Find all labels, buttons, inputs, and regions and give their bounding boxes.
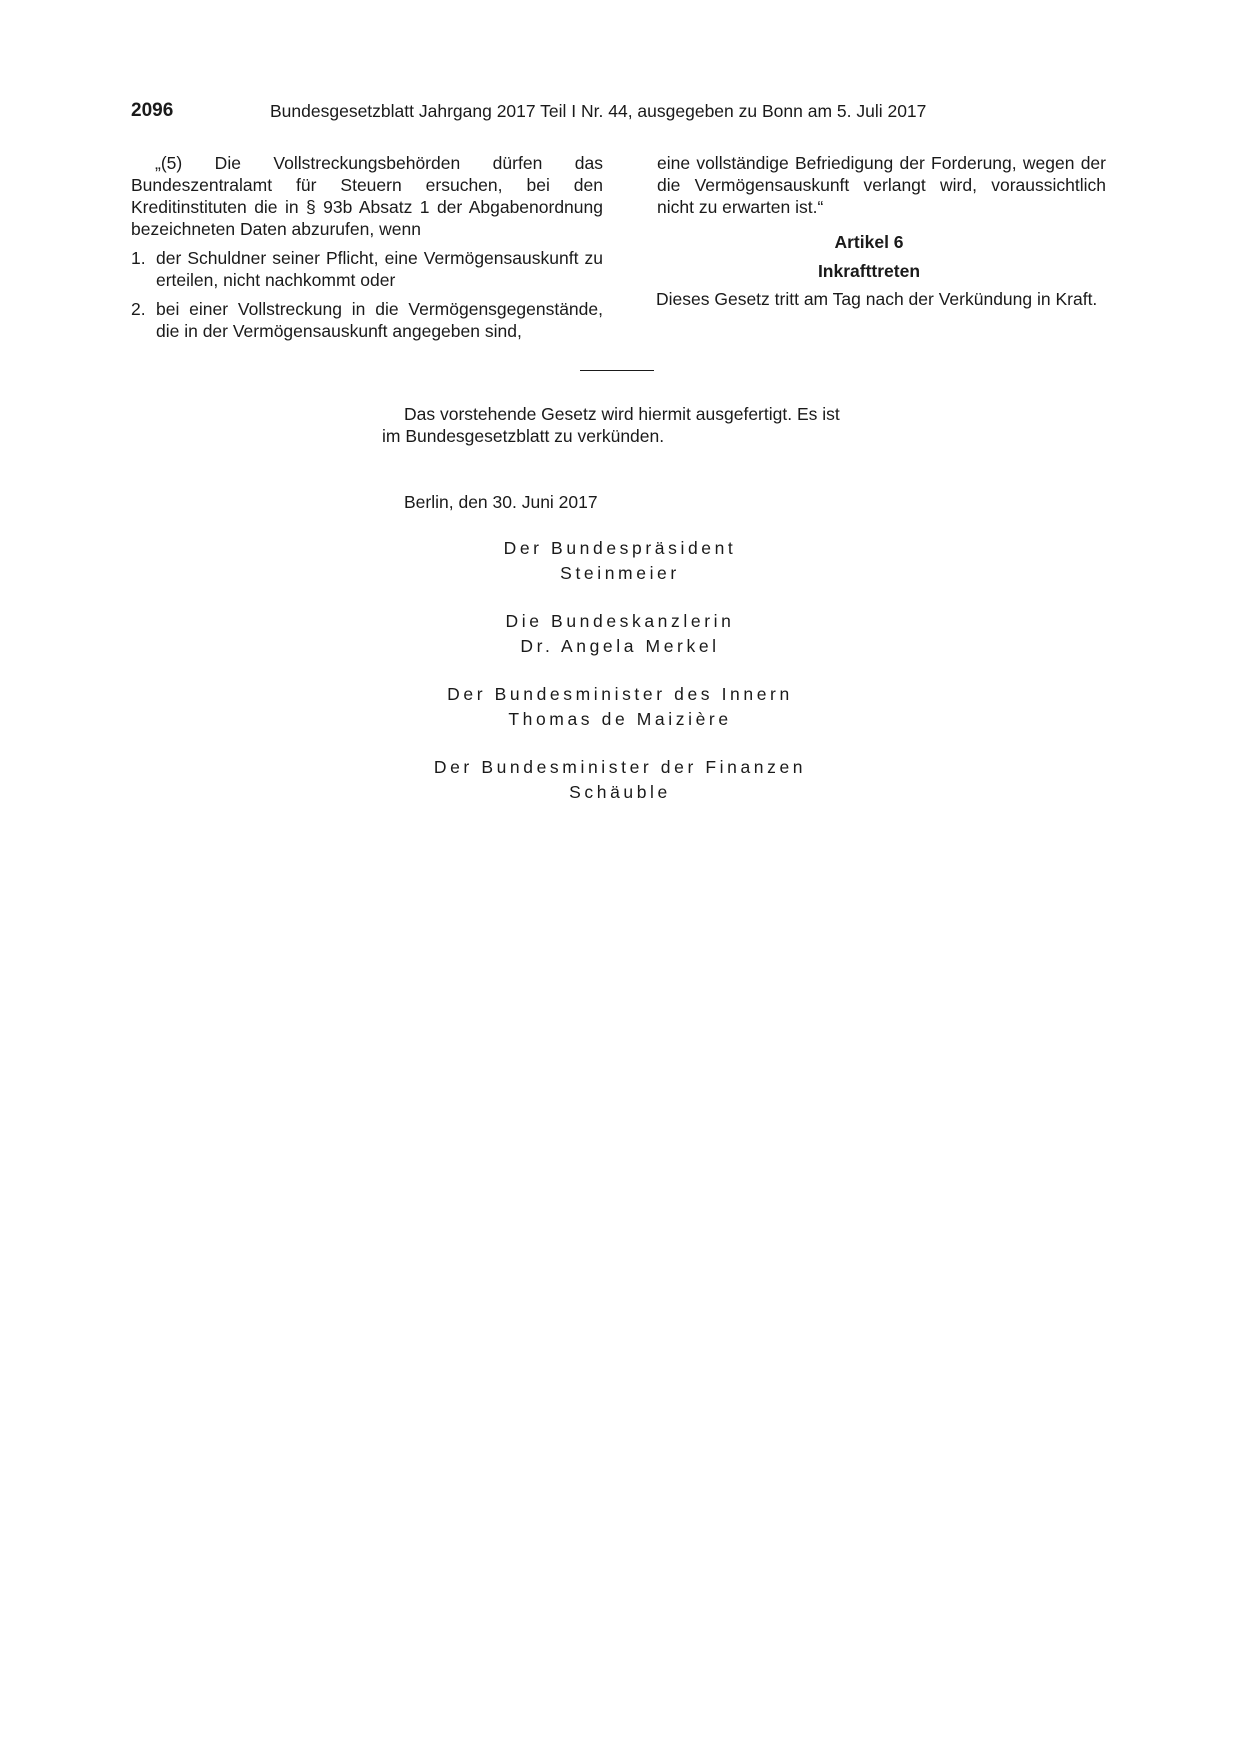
- list-item-number: 1.: [131, 248, 146, 268]
- signature-block: [380, 609, 860, 659]
- article-text: Dieses Gesetz tritt am Tag nach der Verkündung in Kraft.: [656, 289, 1098, 309]
- signatory-name: Thomas de Maizière: [508, 709, 732, 729]
- condition-list: [131, 247, 603, 342]
- gazette-title: Bundesgesetzblatt Jahrgang 2017 Teil I Nr. 44, ausgegeben zu Bonn am 5. Juli 2017: [270, 101, 927, 121]
- page-header: [131, 100, 1111, 126]
- signature-block: [380, 536, 860, 586]
- signature-block: [380, 682, 860, 732]
- list-item-text: der Schuldner seiner Pflicht, eine Vermögensauskunft zu erteilen, nicht nachkommt oder: [156, 248, 603, 290]
- list-item: [131, 298, 603, 342]
- signatory-name: Schäuble: [569, 782, 671, 802]
- list-item-number: 2.: [131, 299, 146, 319]
- signatory-name: Dr. Angela Merkel: [520, 636, 720, 656]
- signatory-role: Der Bundesminister der Finanzen: [433, 757, 807, 777]
- place-and-date: Berlin, den 30. Juni 2017: [404, 492, 598, 512]
- list-item: [131, 247, 603, 291]
- list-continuation: eine vollständige Befriedigung der Forderung, wegen der die Vermögensauskunft verlangt wird, voraussichtlich nicht zu erwarten ist.“: [657, 153, 1106, 217]
- signatory-role: Der Bundesminister des Innern: [447, 684, 793, 704]
- signatory-role: Die Bundeskanzlerin: [505, 611, 735, 631]
- article-title: Artikel 6: [834, 232, 904, 252]
- page-number: 2096: [131, 100, 174, 121]
- left-column: [131, 152, 603, 342]
- paragraph-5-intro: „(5) Die Vollstreckungsbehörden dürfen das Bundeszentralamt für Steuern ersuchen, bei den Kreditinstituten die in § 93b Absatz 1 der Abgabenordnung bezeichneten Daten abzurufen, wenn: [131, 153, 603, 239]
- list-item-text: bei einer Vollstreckung in die Vermögensgegenstände, die in der Vermögensauskunft angegeben sind,: [156, 299, 603, 341]
- promulgation-clause: [382, 403, 862, 447]
- signatory-role: Der Bundespräsident: [503, 538, 737, 558]
- article-heading: Inkrafttreten: [817, 261, 921, 281]
- signature-block: [380, 755, 860, 805]
- right-column: [632, 152, 1106, 310]
- promulgation-text: Das vorstehende Gesetz wird hiermit ausgefertigt. Es ist im Bundesgesetzblatt zu verkünden.: [382, 404, 840, 446]
- signatory-name: Steinmeier: [560, 563, 680, 583]
- signature-blocks: [380, 536, 860, 828]
- section-divider: [580, 370, 654, 371]
